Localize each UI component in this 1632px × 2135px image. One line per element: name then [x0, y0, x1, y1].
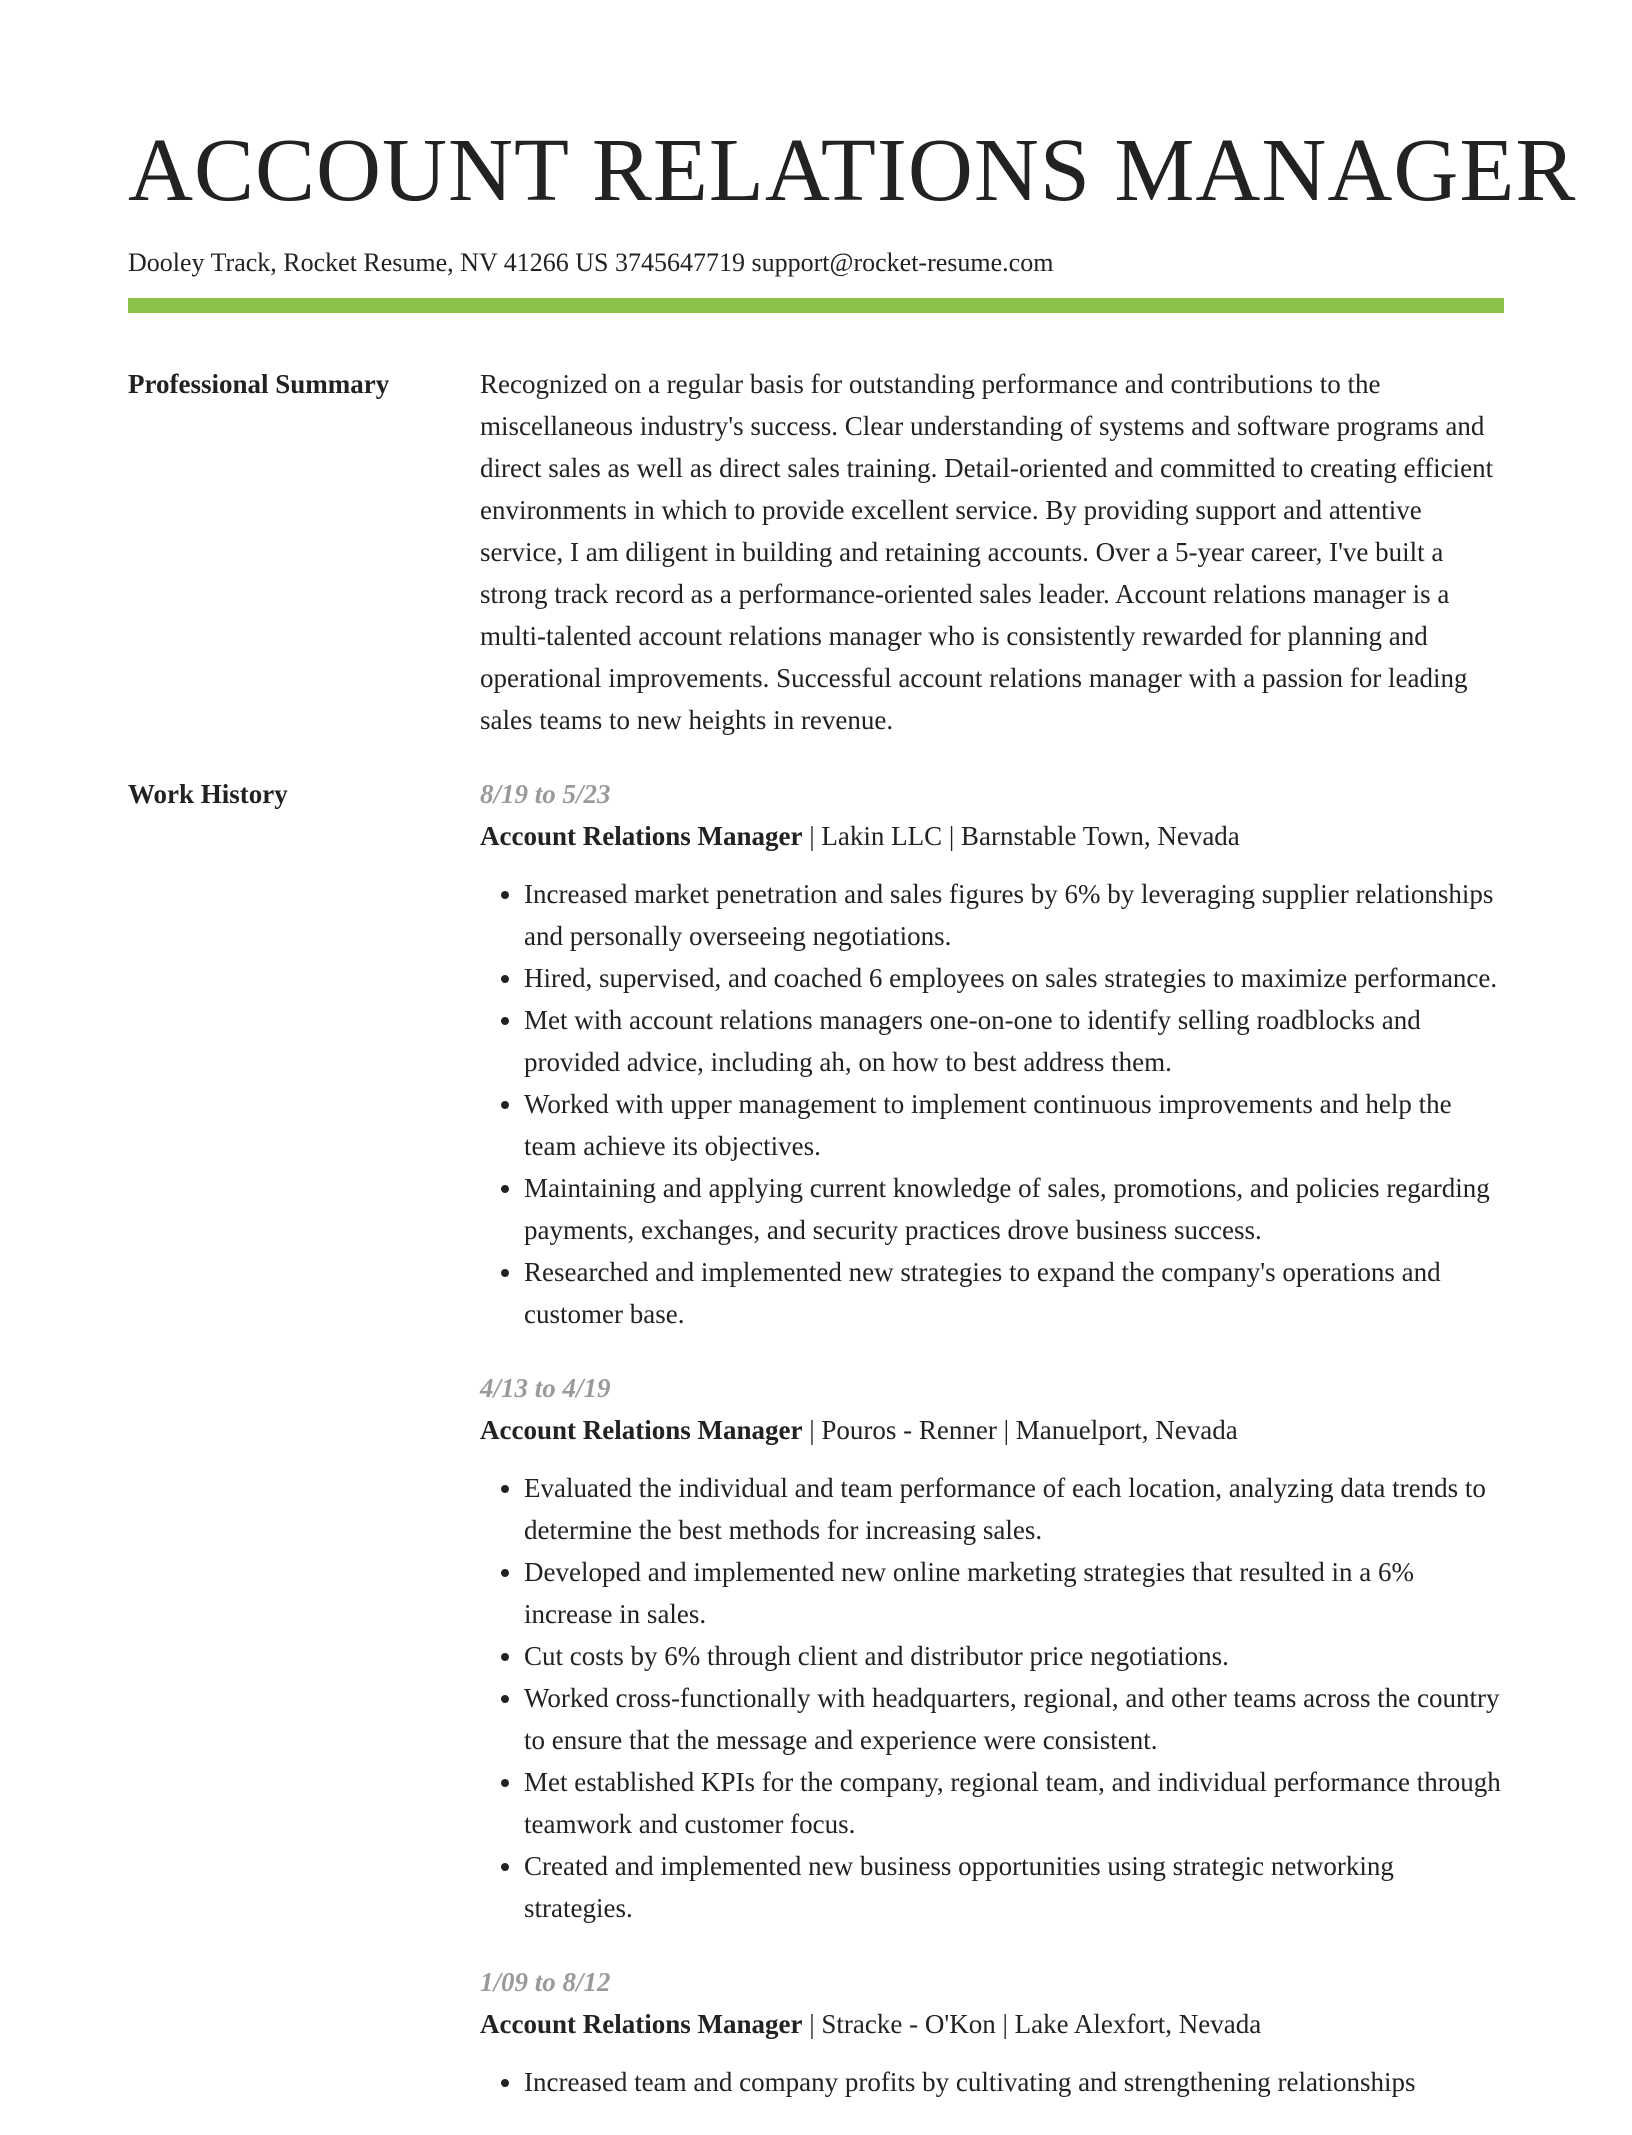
job-bullet: • Developed and implemented new online marketing strategies that resulted in a 6% increase in sales. — [524, 1551, 1504, 1635]
job-bullet: • Met with account relations managers one-on-one to identify selling roadblocks and provided advice, including ah, on how to best address them. — [524, 999, 1504, 1083]
job-bullet: • Met established KPIs for the company, regional team, and individual performance through teamwork and customer focus. — [524, 1761, 1504, 1845]
job-location: Manuelport, Nevada — [1015, 1415, 1238, 1445]
job-bullet: • Hired, supervised, and coached 6 employees on sales strategies to maximize performance. — [524, 957, 1504, 999]
job-heading-line: Account Relations Manager | Stracke - O'Kon | Lake Alexfort, Nevada — [480, 2009, 1262, 2039]
job-company: Stracke - O'Kon — [821, 2009, 996, 2039]
contact-line — [128, 245, 1504, 281]
job-bullet-list — [480, 1467, 1504, 1929]
summary-heading: Professional Summary — [128, 369, 390, 399]
job-bullet: • Maintaining and applying current knowledge of sales, promotions, and policies regarding payments, exchanges, and security practices drove business success. — [524, 1167, 1504, 1251]
job-bullet: • Researched and implemented new strategies to expand the company's operations and customer base. — [524, 1251, 1504, 1335]
work-history-heading: Work History — [128, 779, 288, 809]
job-bullet-list — [480, 2061, 1504, 2103]
job-company: Pouros - Renner — [821, 1415, 997, 1445]
contact-address: Dooley Track, Rocket Resume, NV 41266 US — [128, 248, 609, 277]
job-company: Lakin LLC — [821, 821, 943, 851]
job-dates: 8/19 to 5/23 — [480, 779, 611, 809]
job-dates: 4/13 to 4/19 — [480, 1373, 611, 1403]
job-bullet: • Evaluated the individual and team performance of each location, analyzing data trends to determine the best methods for increasing sales. — [524, 1467, 1504, 1551]
job-bullet: • Created and implemented new business opportunities using strategic networking strategies. — [524, 1845, 1504, 1929]
summary-text: Recognized on a regular basis for outstanding performance and contributions to the miscellaneous industry's success. Clear understanding of systems and software programs and direct sales as well as direct sales training. Detail-oriented and committed to creating efficient environments in which to provide excellent service. By providing support and attentive service, I am diligent in building and retaining accounts. Over a 5-year career, I've built a strong track record as a performance-oriented sales leader. Account relations manager is a multi-talented account relations manager who is consistently rewarded for planning and operational improvements. Successful account relations manager with a passion for leading sales teams to new heights in revenue. — [480, 369, 1494, 735]
contact-email: support@rocket-resume.com — [751, 248, 1054, 277]
header-divider — [128, 298, 1504, 313]
job-location: Barnstable Town, Nevada — [961, 821, 1240, 851]
job-location: Lake Alexfort, Nevada — [1014, 2009, 1262, 2039]
job-bullet: • Increased team and company profits by cultivating and strengthening relationships — [524, 2061, 1504, 2103]
job-entry — [480, 1961, 1504, 2103]
job-bullet-list — [480, 873, 1504, 1335]
job-heading-line: Account Relations Manager | Lakin LLC | Barnstable Town, Nevada — [480, 821, 1240, 851]
job-bullet: • Worked cross-functionally with headquarters, regional, and other teams across the country to ensure that the message and experience were consistent. — [524, 1677, 1504, 1761]
job-title: Account Relations Manager — [480, 1415, 803, 1445]
job-dates: 1/09 to 8/12 — [480, 1967, 611, 1997]
contact-phone: 3745647719 — [615, 248, 746, 277]
job-bullet: • Increased market penetration and sales figures by 6% by leveraging supplier relationships and personally overseeing negotiations. — [524, 873, 1504, 957]
work-history-list — [480, 773, 1504, 2135]
job-title: Account Relations Manager — [480, 821, 803, 851]
job-entry — [480, 1367, 1504, 1929]
job-bullet: • Worked with upper management to implement continuous improvements and help the team achieve its objectives. — [524, 1083, 1504, 1167]
job-heading-line: Account Relations Manager | Pouros - Renner | Manuelport, Nevada — [480, 1415, 1238, 1445]
job-bullet: • Cut costs by 6% through client and distributor price negotiations. — [524, 1635, 1504, 1677]
job-entry — [480, 773, 1504, 1335]
work-history-section — [128, 773, 1504, 2135]
resume-name: ACCOUNT RELATIONS MANAGER — [128, 121, 1577, 220]
summary-section — [128, 363, 1504, 741]
job-title: Account Relations Manager — [480, 2009, 803, 2039]
resume-page — [128, 0, 1577, 2135]
